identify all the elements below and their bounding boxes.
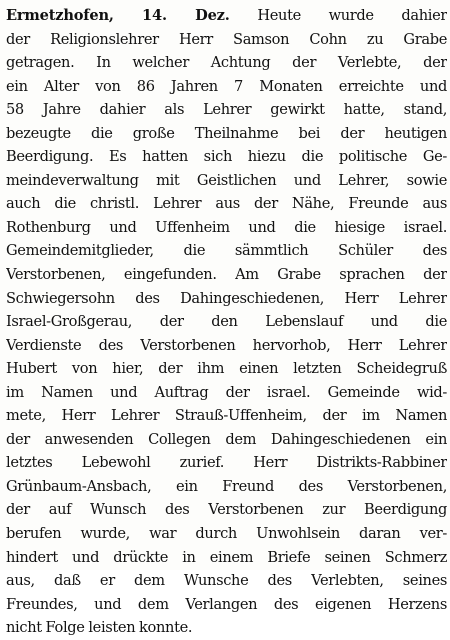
article-line-7: Beerdigung. Es hatten sich hiezu die politische Ge- <box>6 148 447 166</box>
article-line-18: mete, Herr Lehrer Strauß-Uffenheim, der im Namen <box>6 407 447 425</box>
article-line-9: auch die christl. Lehrer aus der Nähe, Freunde aus <box>6 195 447 213</box>
article-line-8: meindeverwaltung mit Geistlichen und Lehrer, sowie <box>6 171 447 189</box>
article-line-24: hindert und drückte in einem Briefe seinen Schmerz <box>6 548 447 566</box>
article-line-22: der auf Wunsch des Verstorbenen zur Beerdigung <box>6 501 447 519</box>
article-line-19: der anwesenden Collegen dem Dahingeschiedenen ein <box>6 430 447 448</box>
article-line-21: Grünbaum-Ansbach, ein Freund des Verstorbenen, <box>6 477 447 495</box>
article-line-10: Rothenburg und Uffenheim und die hiesige israel. <box>6 218 447 236</box>
article-line-27: nicht Folge leisten konnte. <box>6 619 193 637</box>
article-line-11: Gemeindemitglieder, die sämmtlich Schüler des <box>6 242 447 260</box>
article-body <box>6 4 447 640</box>
article-line-12: Verstorbenen, eingefunden. Am Grabe sprachen der <box>6 266 447 284</box>
article-line-26: Freundes, und dem Verlangen des eigenen Herzens <box>6 595 447 613</box>
article-line-1 <box>6 4 447 28</box>
article-dateline: Ermetzhofen, 14. Dez. <box>6 7 230 24</box>
article-line-16: Hubert von hier, der ihm einen letzten Scheidegruß <box>6 360 447 378</box>
article-line-23: berufen wurde, war durch Unwohlsein daran ver- <box>6 525 447 543</box>
article-line-3: getragen. In welcher Achtung der Verlebte, der <box>6 54 447 72</box>
article-line-6: bezeugte die große Theilnahme bei der heutigen <box>6 124 447 142</box>
article-line-13: Schwiegersohn des Dahingeschiedenen, Herr Lehrer <box>6 289 447 307</box>
article-line-4: ein Alter von 86 Jahren 7 Monaten erreichte und <box>6 77 447 95</box>
article-line-15: Verdienste des Verstorbenen hervorhob, Herr Lehrer <box>6 336 447 354</box>
article-line-text: Heute wurde dahier <box>257 7 447 24</box>
article-line-2: der Religionslehrer Herr Samson Cohn zu Grabe <box>6 30 447 48</box>
article-line-20: letztes Lebewohl zurief. Herr Distrikts-Rabbiner <box>6 454 447 472</box>
article-line-5: 58 Jahre dahier als Lehrer gewirkt hatte, stand, <box>6 101 447 119</box>
article-line-17: im Namen und Auftrag der israel. Gemeinde wid- <box>6 383 447 401</box>
article-line-14: Israel-Großgerau, der den Lebenslauf und die <box>6 313 447 331</box>
article-line-25: aus, daß er dem Wunsche des Verlebten, seines <box>6 572 447 590</box>
